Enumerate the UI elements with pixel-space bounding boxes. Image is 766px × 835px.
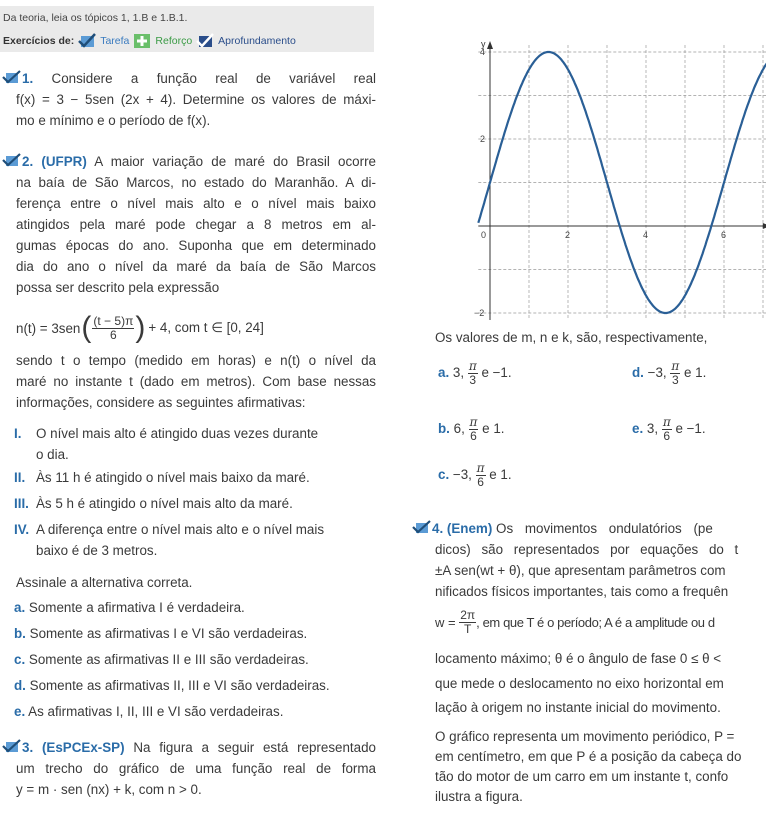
x-tick-label: 0 [481, 230, 487, 240]
y-tick-label: 2 [480, 134, 486, 144]
q4-line-loc: locamento máximo; θ é o ângulo de fase 0 ≤ θ < [435, 651, 722, 666]
q2-item-4: IV. A diferença entre o nível mais alto e o nível mais baixo é de 3 metros. [14, 522, 325, 558]
chart-labels [474, 39, 766, 318]
q2-item-2: II. Às 11 h é atingido o nível mais baixo da maré. [14, 470, 310, 485]
q1-check-icon [2, 70, 22, 84]
x-tick-label: 6 [721, 230, 727, 240]
tag-reforco[interactable]: Reforço [155, 35, 193, 47]
y-axis-arrow [487, 41, 493, 49]
q4-w-formula: w = $\frac{2\pi}{T}$ , em que T é o período; A é a amplitude ou d [435, 609, 715, 636]
q3-ans-a[interactable]: a. 3, $\frac{\pi}{3}$ e −1. [438, 359, 512, 387]
q4-line-mede: que mede o deslocamento no eixo horizontal em [435, 676, 724, 691]
q2-item-3: III. Às 5 h é atingido o nível mais alto da maré. [14, 496, 293, 511]
tag-tarefa[interactable]: Tarefa [100, 35, 130, 47]
sine-curve [478, 52, 766, 313]
q1-number: 1. [2, 71, 33, 86]
q2-after: sendo t o tempo (medido em horas) e n(t) o nível da maré no instante t (dado em metros). Com base nessas informações, considere as seguintes afirmativas: [16, 353, 376, 410]
q2-alt-c[interactable]: c. Somente as afirmativas II e III são verdadeiras. [14, 652, 309, 667]
y-tick-label: −2 [474, 308, 485, 318]
q2-formula: n(t) = 3sen ( $\frac{(t - 5)\pi}{6}$ ) + 4, com t ∈ [0, 24] [16, 311, 264, 344]
q4-line-lacao: lação à origem no instante inicial do movimento. [435, 700, 721, 715]
x-tick-label: 4 [643, 230, 649, 240]
exercise-types [3, 33, 296, 49]
question-4: 4. (Enem) Os movimentos ondulatórios (pe dicos) são representados por equações do t ±A sen(wt + θ), que apresentam parâmetros com nificados físicos importantes, tais como a frequên [412, 518, 766, 602]
intro-text: Da teoria, leia os tópicos 1, 1.B e 1.B.1. [3, 12, 188, 24]
tarefa-check-icon [78, 33, 96, 49]
q4-paragraph-2: O gráfico representa um movimento periódico, P = em centímetro, em que P é a posição da cabeça do tão do motor de um carro em um instante t, confo ilustra a figura. [435, 729, 742, 804]
q2-check-icon [2, 153, 22, 167]
q3-check-icon [2, 739, 22, 753]
y-tick-label: 4 [480, 47, 486, 57]
q2-prompt: Assinale a alternativa correta. [16, 575, 193, 590]
q4-check-icon [412, 520, 432, 534]
aprofundamento-check-icon [196, 33, 214, 49]
q3-question: Os valores de m, n e k, são, respectivamente, [435, 330, 708, 345]
sine-graph [470, 8, 766, 320]
question-1: 1. Considere a função real de variável real f(x) = 3 − 5sen (2x + 4). Determine os valores de máxi- mo e mínimo e o período de f(x). [2, 68, 376, 131]
q3-ans-d[interactable]: d. −3, $\frac{\pi}{3}$ e 1. [632, 359, 707, 387]
question-3: 3. (EsPCEx-SP) Na figura a seguir está representado um trecho do gráfico de uma função real de forma y = m · sen (nx) + k, com n > 0. [2, 737, 376, 800]
q2-alt-d[interactable]: d. Somente as afirmativas II, III e VI são verdadeiras. [14, 678, 330, 693]
q2-alt-b[interactable]: b. Somente as afirmativas I e VI são verdadeiras. [14, 626, 308, 641]
q3-ans-e[interactable]: e. 3, $\frac{\pi}{6}$ e −1. [632, 415, 706, 443]
exercises-label: Exercícios de: [3, 35, 75, 47]
q2-alt-e[interactable]: e. As afirmativas I, II, III e VI são verdadeiras. [14, 704, 284, 719]
question-2: 2. (UFPR) A maior variação de maré do Brasil ocorre na baía de São Marcos, no estado do Maranhão. A di- ferença entre o nível mais alto e o nível mais baixo atingidos pela maré pode chegar a 8 metros em al- gumas épocas do ano. Suponha que em determinado dia do ano o nível da maré da baía de São Marcos possa ser descrito pela expressão [2, 151, 376, 298]
x-tick-label: 2 [565, 230, 571, 240]
q3-ans-c[interactable]: c. −3, $\frac{\pi}{6}$ e 1. [438, 461, 512, 489]
tag-aprofundamento[interactable]: Aprofundamento [218, 35, 296, 47]
reforco-plus-icon [133, 33, 151, 49]
y-axis-label: y [481, 38, 486, 49]
q3-ans-b[interactable]: b. 6, $\frac{\pi}{6}$ e 1. [438, 415, 505, 443]
q2-alt-a[interactable]: a. Somente a afirmativa I é verdadeira. [14, 600, 245, 615]
q2-item-1: I. O nível mais alto é atingido duas vezes durante o dia. [14, 426, 319, 462]
